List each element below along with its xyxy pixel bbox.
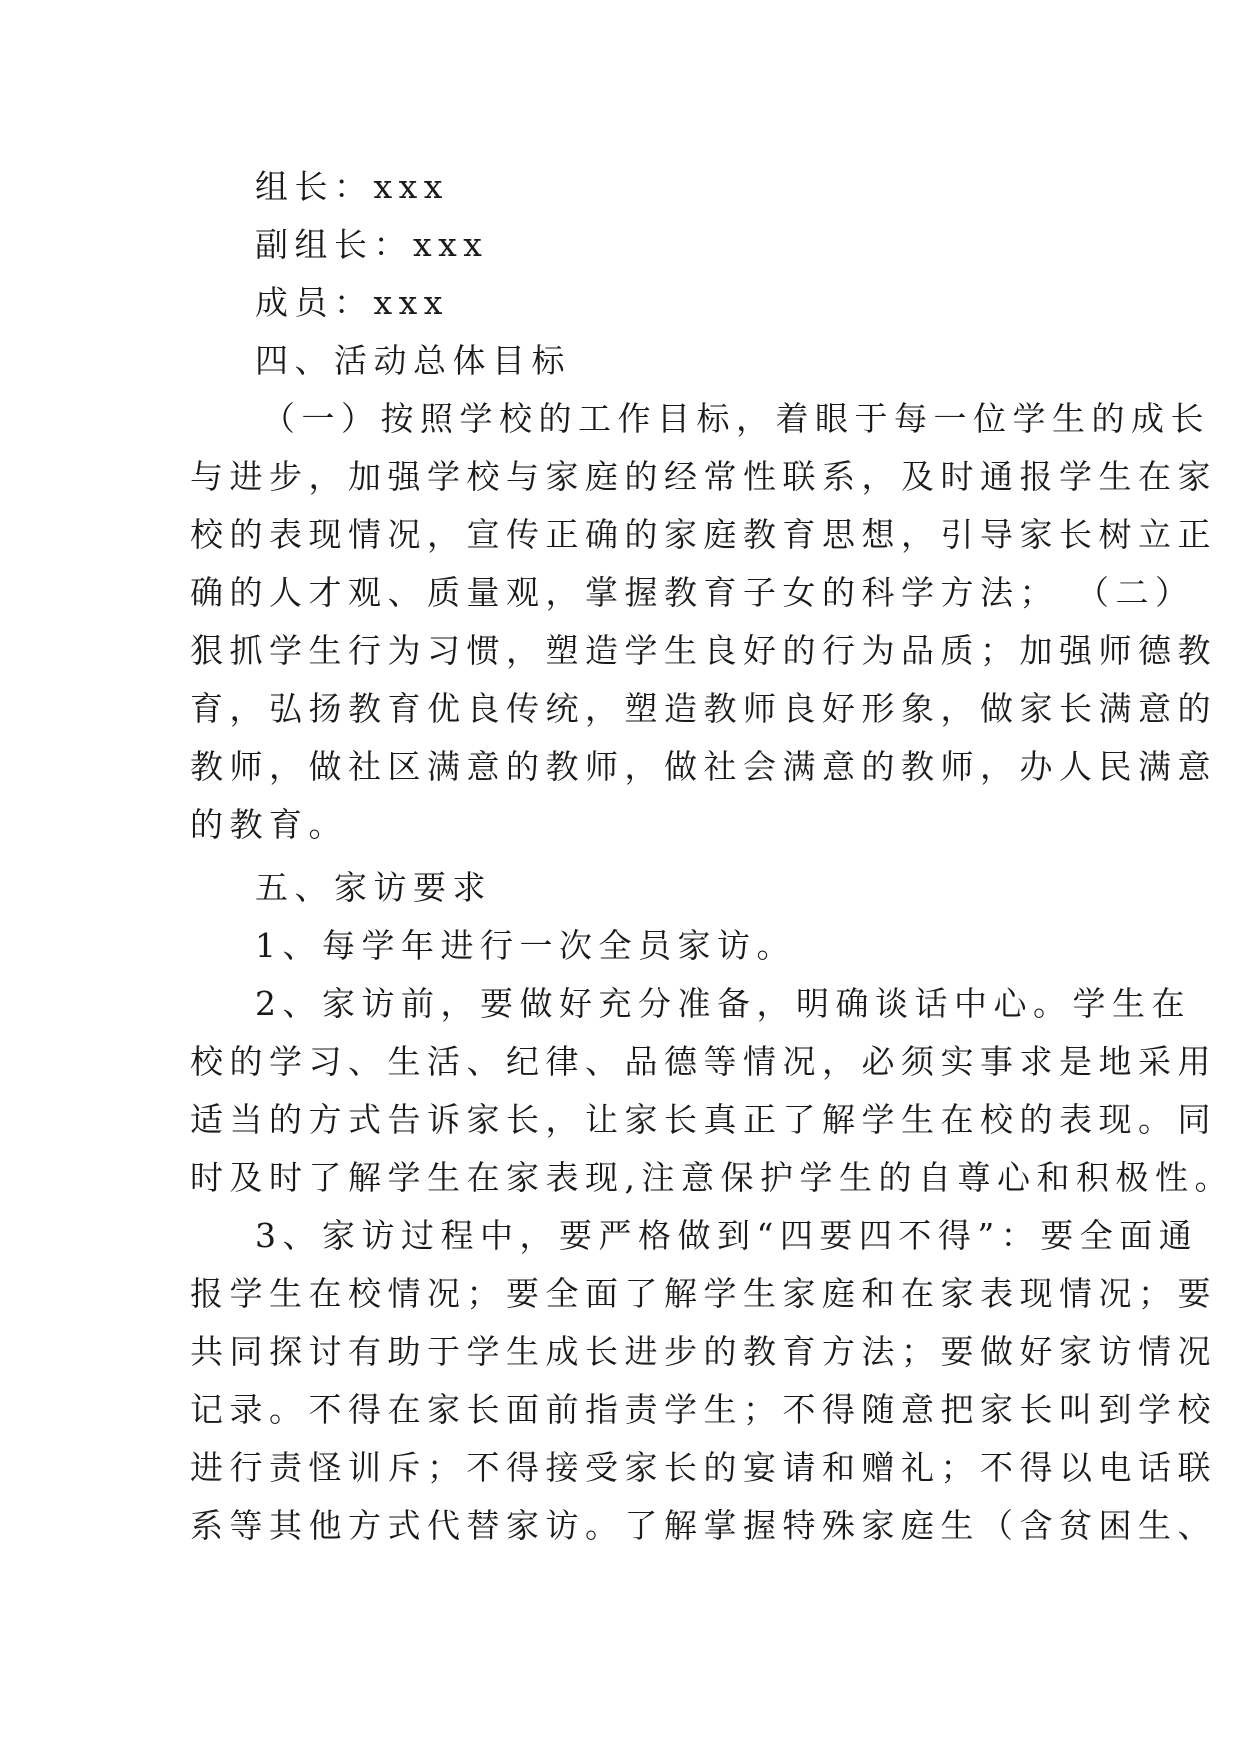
paragraph-line: 系等其他方式代替家访。了解掌握特殊家庭生（含贫困生、: [190, 1506, 1217, 1545]
paragraph-line: 适当的方式告诉家长，让家长真正了解学生在校的表现。同: [190, 1100, 1217, 1139]
list-item: 3、家访过程中，要严格做到“四要四不得”：要全面通: [255, 1216, 1199, 1255]
paragraph-line: 确的人才观、质量观，掌握教育子女的科学方法； （二）: [190, 573, 1195, 612]
paragraph-line: 记录。不得在家长面前指责学生；不得随意把家长叫到学校: [190, 1390, 1217, 1429]
paragraph-line: 校的表现情况，宣传正确的家庭教育思想，引导家长树立正: [190, 515, 1217, 554]
paragraph-line: 教师，做社区满意的教师，做社会满意的教师，办人民满意: [190, 747, 1217, 786]
list-item: 1、每学年进行一次全员家访。: [255, 926, 796, 965]
paragraph-line: 育，弘扬教育优良传统，塑造教师良好形象，做家长满意的: [190, 689, 1217, 728]
paragraph-line: 的教育。: [190, 805, 348, 844]
section-heading-requirements: 五、家访要求: [255, 868, 492, 907]
members-line: 成员：xxx: [255, 283, 449, 322]
paragraph-line: 报学生在校情况；要全面了解学生家庭和在家表现情况；要: [190, 1274, 1217, 1313]
paragraph-line: 校的学习、生活、纪律、品德等情况，必须实事求是地采用: [190, 1042, 1217, 1081]
leader-line: 组长：xxx: [255, 167, 449, 206]
list-item: 2、家访前，要做好充分准备，明确谈话中心。学生在: [255, 984, 1191, 1023]
paragraph-line: 进行责怪训斥；不得接受家长的宴请和赠礼；不得以电话联: [190, 1448, 1217, 1487]
paragraph-line: 时及时了解学生在家表现,注意保护学生的自尊心和积极性。: [190, 1158, 1234, 1197]
section-heading-goals: 四、活动总体目标: [255, 341, 571, 380]
deputy-leader-line: 副组长：xxx: [255, 225, 489, 264]
paragraph-line: 与进步，加强学校与家庭的经常性联系，及时通报学生在家: [190, 457, 1217, 496]
paragraph-line: 狠抓学生行为习惯，塑造学生良好的行为品质；加强师德教: [190, 631, 1217, 670]
paragraph-line: 共同探讨有助于学生成长进步的教育方法；要做好家访情况: [190, 1332, 1217, 1371]
paragraph-line: （一）按照学校的工作目标，着眼于每一位学生的成长: [262, 399, 1210, 438]
